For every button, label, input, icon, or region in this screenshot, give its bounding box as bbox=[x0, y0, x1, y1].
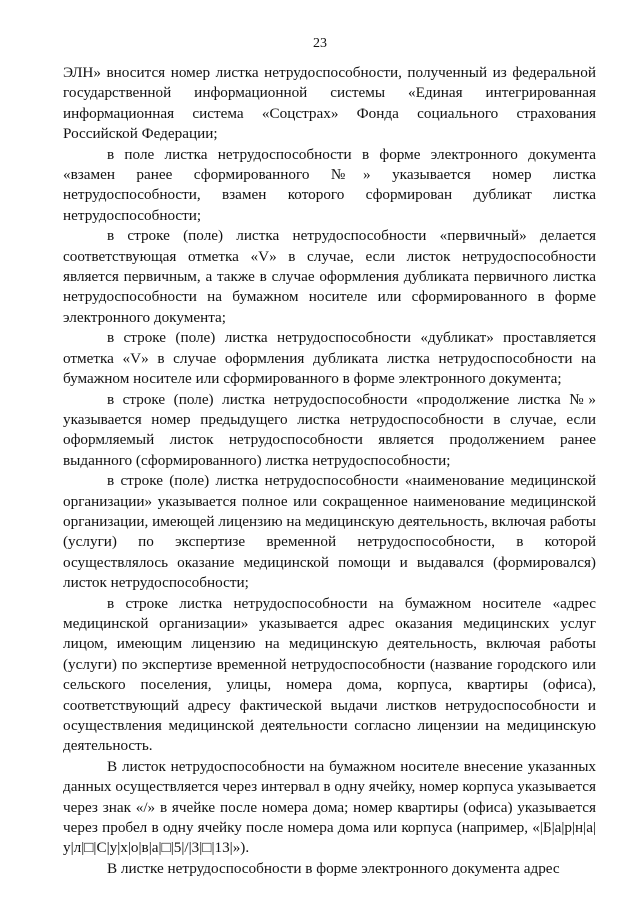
document-body bbox=[63, 63, 596, 879]
paragraph: ЭЛН» вносится номер листка нетрудоспособности, полученный из федеральной государственной информационной системы «Единая интегрированная информационная система «Соцстрах» Фонда социального страхования Российской Федерации; bbox=[63, 64, 596, 143]
paragraph: в строке (поле) листка нетрудоспособности «первичный» делается соответствующая отметка «V» в случае, если листок нетрудоспособности является первичным, а также в случае оформления дубликата первичного листка нетрудоспособности на бумажном носителе или сформированного в форме электронного документа; bbox=[63, 227, 596, 326]
paragraph: в строке (поле) листка нетрудоспособности «продолжение листка №» указывается номер предыдущего листка нетрудоспособности в случае, если оформляемый листок нетрудоспособности является продолжением ранее выданного (сформированного) листка нетрудоспособности; bbox=[63, 390, 596, 469]
paragraph: В листке нетрудоспособности в форме электронного документа адрес bbox=[107, 859, 560, 877]
paragraph: в строке (поле) листка нетрудоспособности «дубликат» проставляется отметка «V» в случае оформления дубликата листка нетрудоспособности на бумажном носителе или сформированного в форме электронного документа; bbox=[63, 329, 596, 388]
paragraph: в строке листка нетрудоспособности на бумажном носителе «адрес медицинской организации» указывается адрес оказания медицинских услуг лицом, имеющим лицензию на медицинскую деятельность, включая работы (услуги) по экспертизе временной нетрудоспособности (название городского или сельского поселения, улицы, номера дома, корпуса, квартиры (офиса), соответствующий адресу фактической выдачи листков нетрудоспособности и осуществления медицинской деятельности согласно лицензии на медицинскую деятельность. bbox=[63, 594, 596, 755]
paragraph: в поле листка нетрудоспособности в форме электронного документа «взамен ранее сформированного №» указывается номер листка нетрудоспособности, взамен которого сформирован дубликат листка нетрудоспособности; bbox=[63, 145, 596, 224]
paragraph: в строке (поле) листка нетрудоспособности «наименование медицинской организации» указывается полное или сокращенное наименование медицинской организации, имеющей лицензию на медицинскую деятельность, включая работы (услуги) по экспертизе временной нетрудоспособности, в которой осуществлялось оказание медицинской помощи и выдавался (формировался) листок нетрудоспособности; bbox=[63, 472, 596, 592]
page-number: 23 bbox=[313, 36, 327, 51]
paragraph: В листок нетрудоспособности на бумажном носителе внесение указанных данных осуществляется через интервал в одну ячейку, номер корпуса указывается через знак «/» в ячейке после номера дома; номер квартиры (офиса) указывается через пробел в одну ячейку после номера дома или корпуса (например, «|Б|а|р|н|а|у|л|□|С|у|х|о|в|а|□|5|/|3|□|13|»). bbox=[63, 757, 596, 857]
